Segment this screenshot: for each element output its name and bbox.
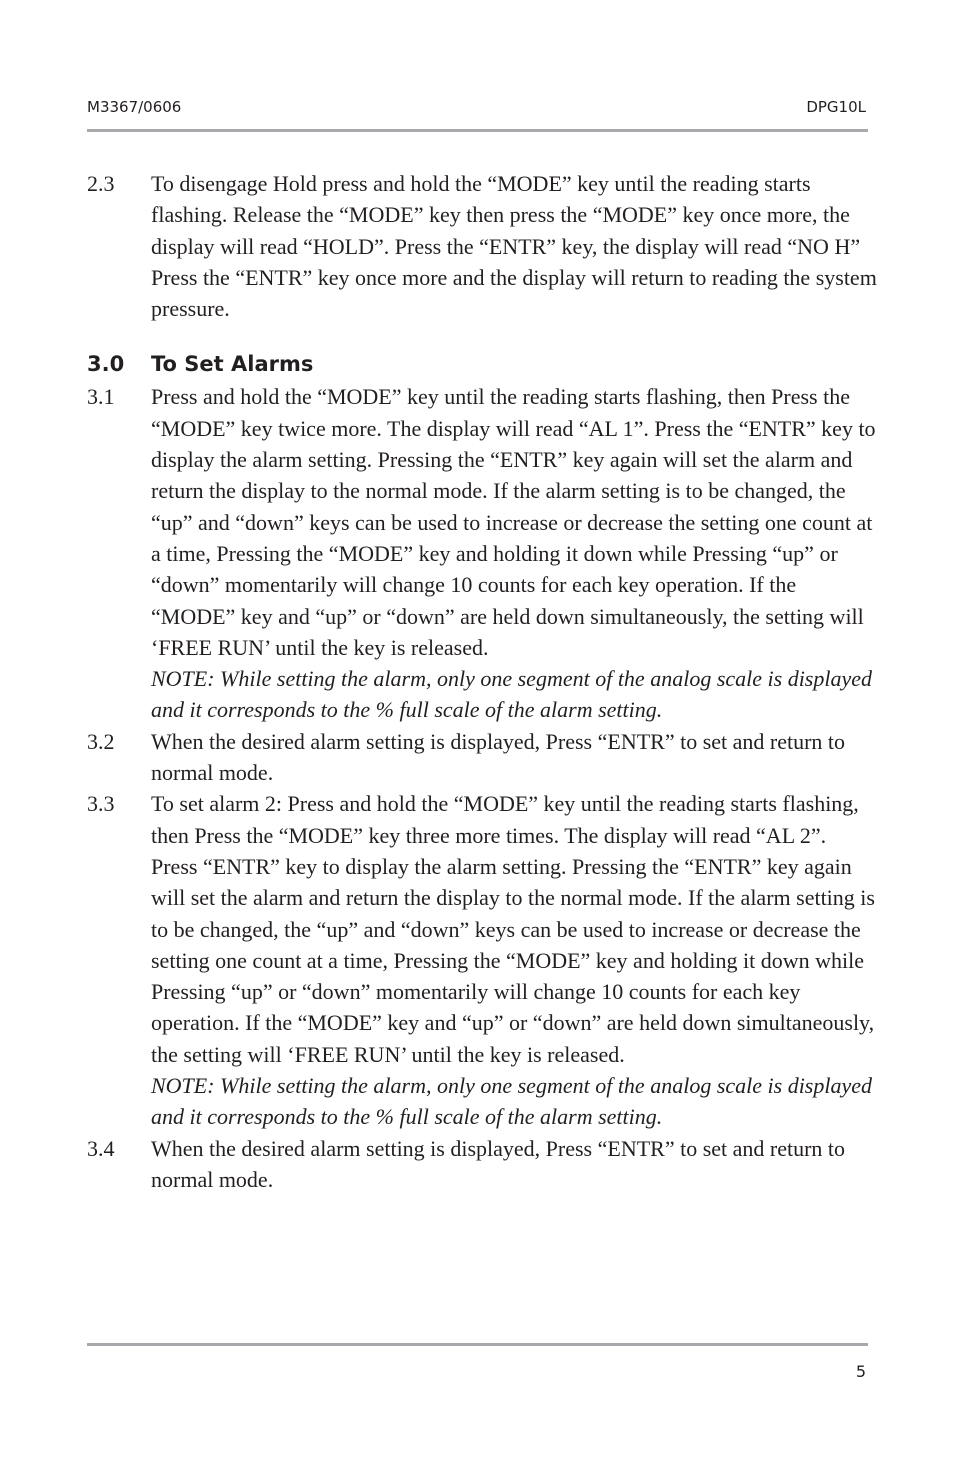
section-number: 2.3 — [87, 171, 115, 196]
section-text: To disengage Hold press and hold the “MODE” key until the reading starts flashing. Release the “MODE” key then press the “MODE” key once more, the display will read “HOLD”. Press the “ENTR” key, the display will read “NO H” Press the “ENTR” key once more and the display will return to reading the system pressure. — [151, 171, 877, 322]
section-number: 3.1 — [87, 384, 115, 410]
section-3-3 — [87, 788, 877, 1132]
section-text: When the desired alarm setting is displayed, Press “ENTR” to set and return to normal mode. — [151, 728, 846, 786]
page-body — [87, 168, 877, 1195]
section-3-4 — [87, 1133, 877, 1196]
section-number: 3.2 — [87, 728, 115, 754]
page-number: 5 — [855, 1362, 866, 1381]
heading-title: To Set Alarms — [151, 352, 314, 377]
section-note: NOTE: While setting the alarm, only one segment of the analog scale is displayed and it corresponds to the % full scale of the alarm setting. — [151, 1073, 873, 1130]
document-code: M3367/0606 — [87, 98, 182, 116]
section-heading-3-0 — [87, 348, 877, 381]
section-3-1 — [87, 381, 877, 725]
section-text: When the desired alarm setting is displayed, Press “ENTR” to set and return to normal mode. — [151, 1135, 846, 1192]
section-3-2 — [87, 726, 877, 789]
section-number: 3.3 — [87, 791, 115, 817]
heading-number: 3.0 — [87, 352, 125, 377]
header-divider — [87, 129, 868, 132]
product-name: DPG10L — [806, 98, 866, 116]
section-number: 3.4 — [87, 1135, 115, 1161]
section-text: To set alarm 2: Press and hold the “MODE” key until the reading starts flashing, then Press the “MODE” key three more times. The display will read “AL 2”. Press “ENTR” key to display the alarm setting. Pressing the “ENTR” key again will set the alarm and return the display to the normal mode. If the alarm setting is to be changed, the “up” and “down” keys can be used to increase or decrease the setting one count at a time, Pressing the “MODE” key and holding it down while Pressing “up” or “down” momentarily will change 10 counts for each key operation. If the “MODE” key and “up” or “down” are held down simultaneously, the setting will ‘FREE RUN’ until the key is released. — [151, 791, 875, 1067]
section-text: Press and hold the “MODE” key until the reading starts flashing, then Press the “MODE” key twice more. The display will read “AL 1”. Press the “ENTR” key to display the alarm setting. Pressing the “ENTR” key again will set the alarm and return the display to the normal mode. If the alarm setting is to be changed, the “up” and “down” keys can be used to increase or decrease the setting one count at a time, Pressing the “MODE” key and holding it down while Pressing “up” or “down” momentarily will change 10 counts for each key operation. If the “MODE” key and “up” or “down” are held down simultaneously, the setting will ‘FREE RUN’ until the key is released. — [151, 384, 876, 660]
section-2-3 — [87, 168, 877, 324]
footer-divider — [87, 1343, 868, 1346]
section-note: NOTE: While setting the alarm, only one segment of the analog scale is displayed and it corresponds to the % full scale of the alarm setting. — [151, 666, 873, 723]
